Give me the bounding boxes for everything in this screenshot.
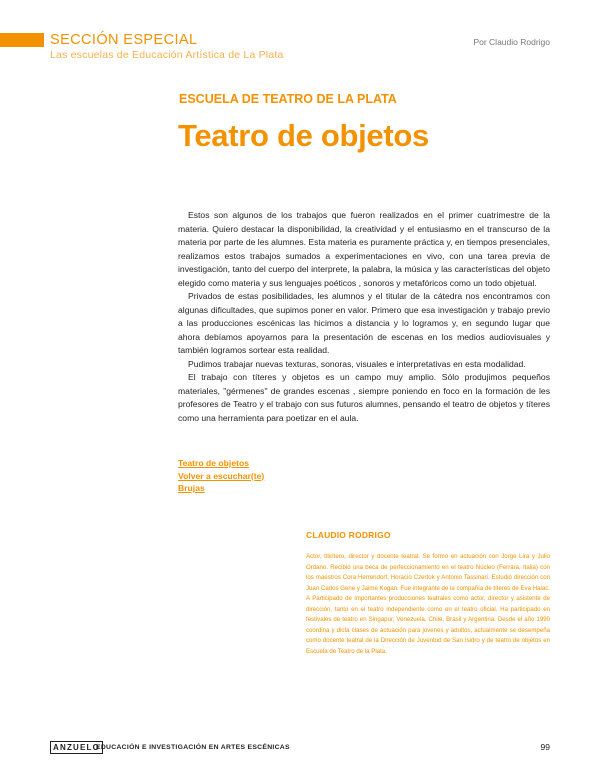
section-accent-bar: [0, 33, 44, 47]
author-name: CLAUDIO RODRIGO: [306, 530, 391, 540]
page-number: 99: [540, 742, 550, 752]
section-title: SECCIÓN ESPECIAL: [50, 32, 198, 48]
school-heading: ESCUELA DE TEATRO DE LA PLATA: [179, 92, 397, 106]
link-teatro-de-objetos[interactable]: Teatro de objetos: [178, 458, 249, 468]
magazine-logo: ANZUELO: [50, 741, 103, 754]
link-brujas[interactable]: Brujas: [178, 483, 205, 493]
paragraph: Pudimos trabajar nuevas texturas, sonoras, visuales e interpretativas en esta modalidad.: [188, 358, 526, 369]
author-bio: Actor, titiritero, director y docente teatral. Se formo en actuación con Jorge Lira y Julio Ordano. Recibió una beca de perfeccionamiento en el teatro Núcleo (Ferrara, Italia) con los maestros Cora Herrendorf, Horacio Czertok y Antonio Tassinari. Estudió dirección con Juan Carlos Gene y Jaime Kogan. Fue integrante de la compañía de títeres de Eva Halac. A Participado de importantes producciones teatrales como actor, director y asistente de dirección, tanto en el teatro independiente como en el teatro oficial. Ha participado en festivales de teatro en Singapur, Venezuela, Chile, Brasil y Argentina. Desde el año 1990 coordina y dicta clases de actuación para jovenes y adultos, actualmente se desempeña como docente teatral de la Dirección de Juventud de San Isidro y de teatro de objetos en Escuela de Teatro de la Plata.: [306, 553, 550, 655]
article-title: Teatro de objetos: [178, 118, 429, 153]
paragraph: Estos son algunos de los trabajos que fueron realizados en el primer cuatrimestre de la materia. Quiero destacar la disponibilidad, la creatividad y el entusiasmo en el transcurso de la materia por parte de les alumnes. Esta materia es puramente práctica y, en tiempos presenciales, realizamos estos trabajos sumados a experimentaciones en vivo, con una tarea previa de investigación, tanto del cuerpo del interprete, la palabra, la música y las características del objeto elegido como materia y sus lenguajes poéticos , sonoros y metafóricos como un todo objetual.: [178, 210, 550, 288]
section-subtitle: Las escuelas de Educación Artística de La Plata: [50, 49, 284, 61]
paragraph: Privados de estas posibilidades, les alumnos y el titular de la cátedra nos encontramos con algunas dificultades, que supimos poner en valor. Primero que esa investigación y trabajo previo a las producciones escénicas las hicimos a distancia y lo logramos y, en segundo lugar que ahora debíamos apoyarnos para la presentación de escenas en los medios audiovisuales y también logramos sortear esta realidad.: [178, 291, 550, 355]
publication-name: EDUCACIÓN E INVESTIGACIÓN EN ARTES ESCÉNICAS: [96, 744, 290, 751]
link-volver-a-escuchar[interactable]: Volver a escuchar(te): [178, 470, 265, 481]
video-links: [178, 457, 264, 495]
article-body: [178, 209, 550, 425]
byline: Por Claudio Rodrigo: [473, 37, 550, 47]
paragraph: El trabajo con títeres y objetos es un campo muy amplio. Sólo produjimos pequeños materiales, "gérmenes" de grandes escenas , siempre poniendo en foco en la formación de les profesores de Teatro y el trabajo con sus futuros alumnes, pensando el teatro de objetos y títeres como una herramienta para poetizar en el aula.: [178, 372, 550, 423]
